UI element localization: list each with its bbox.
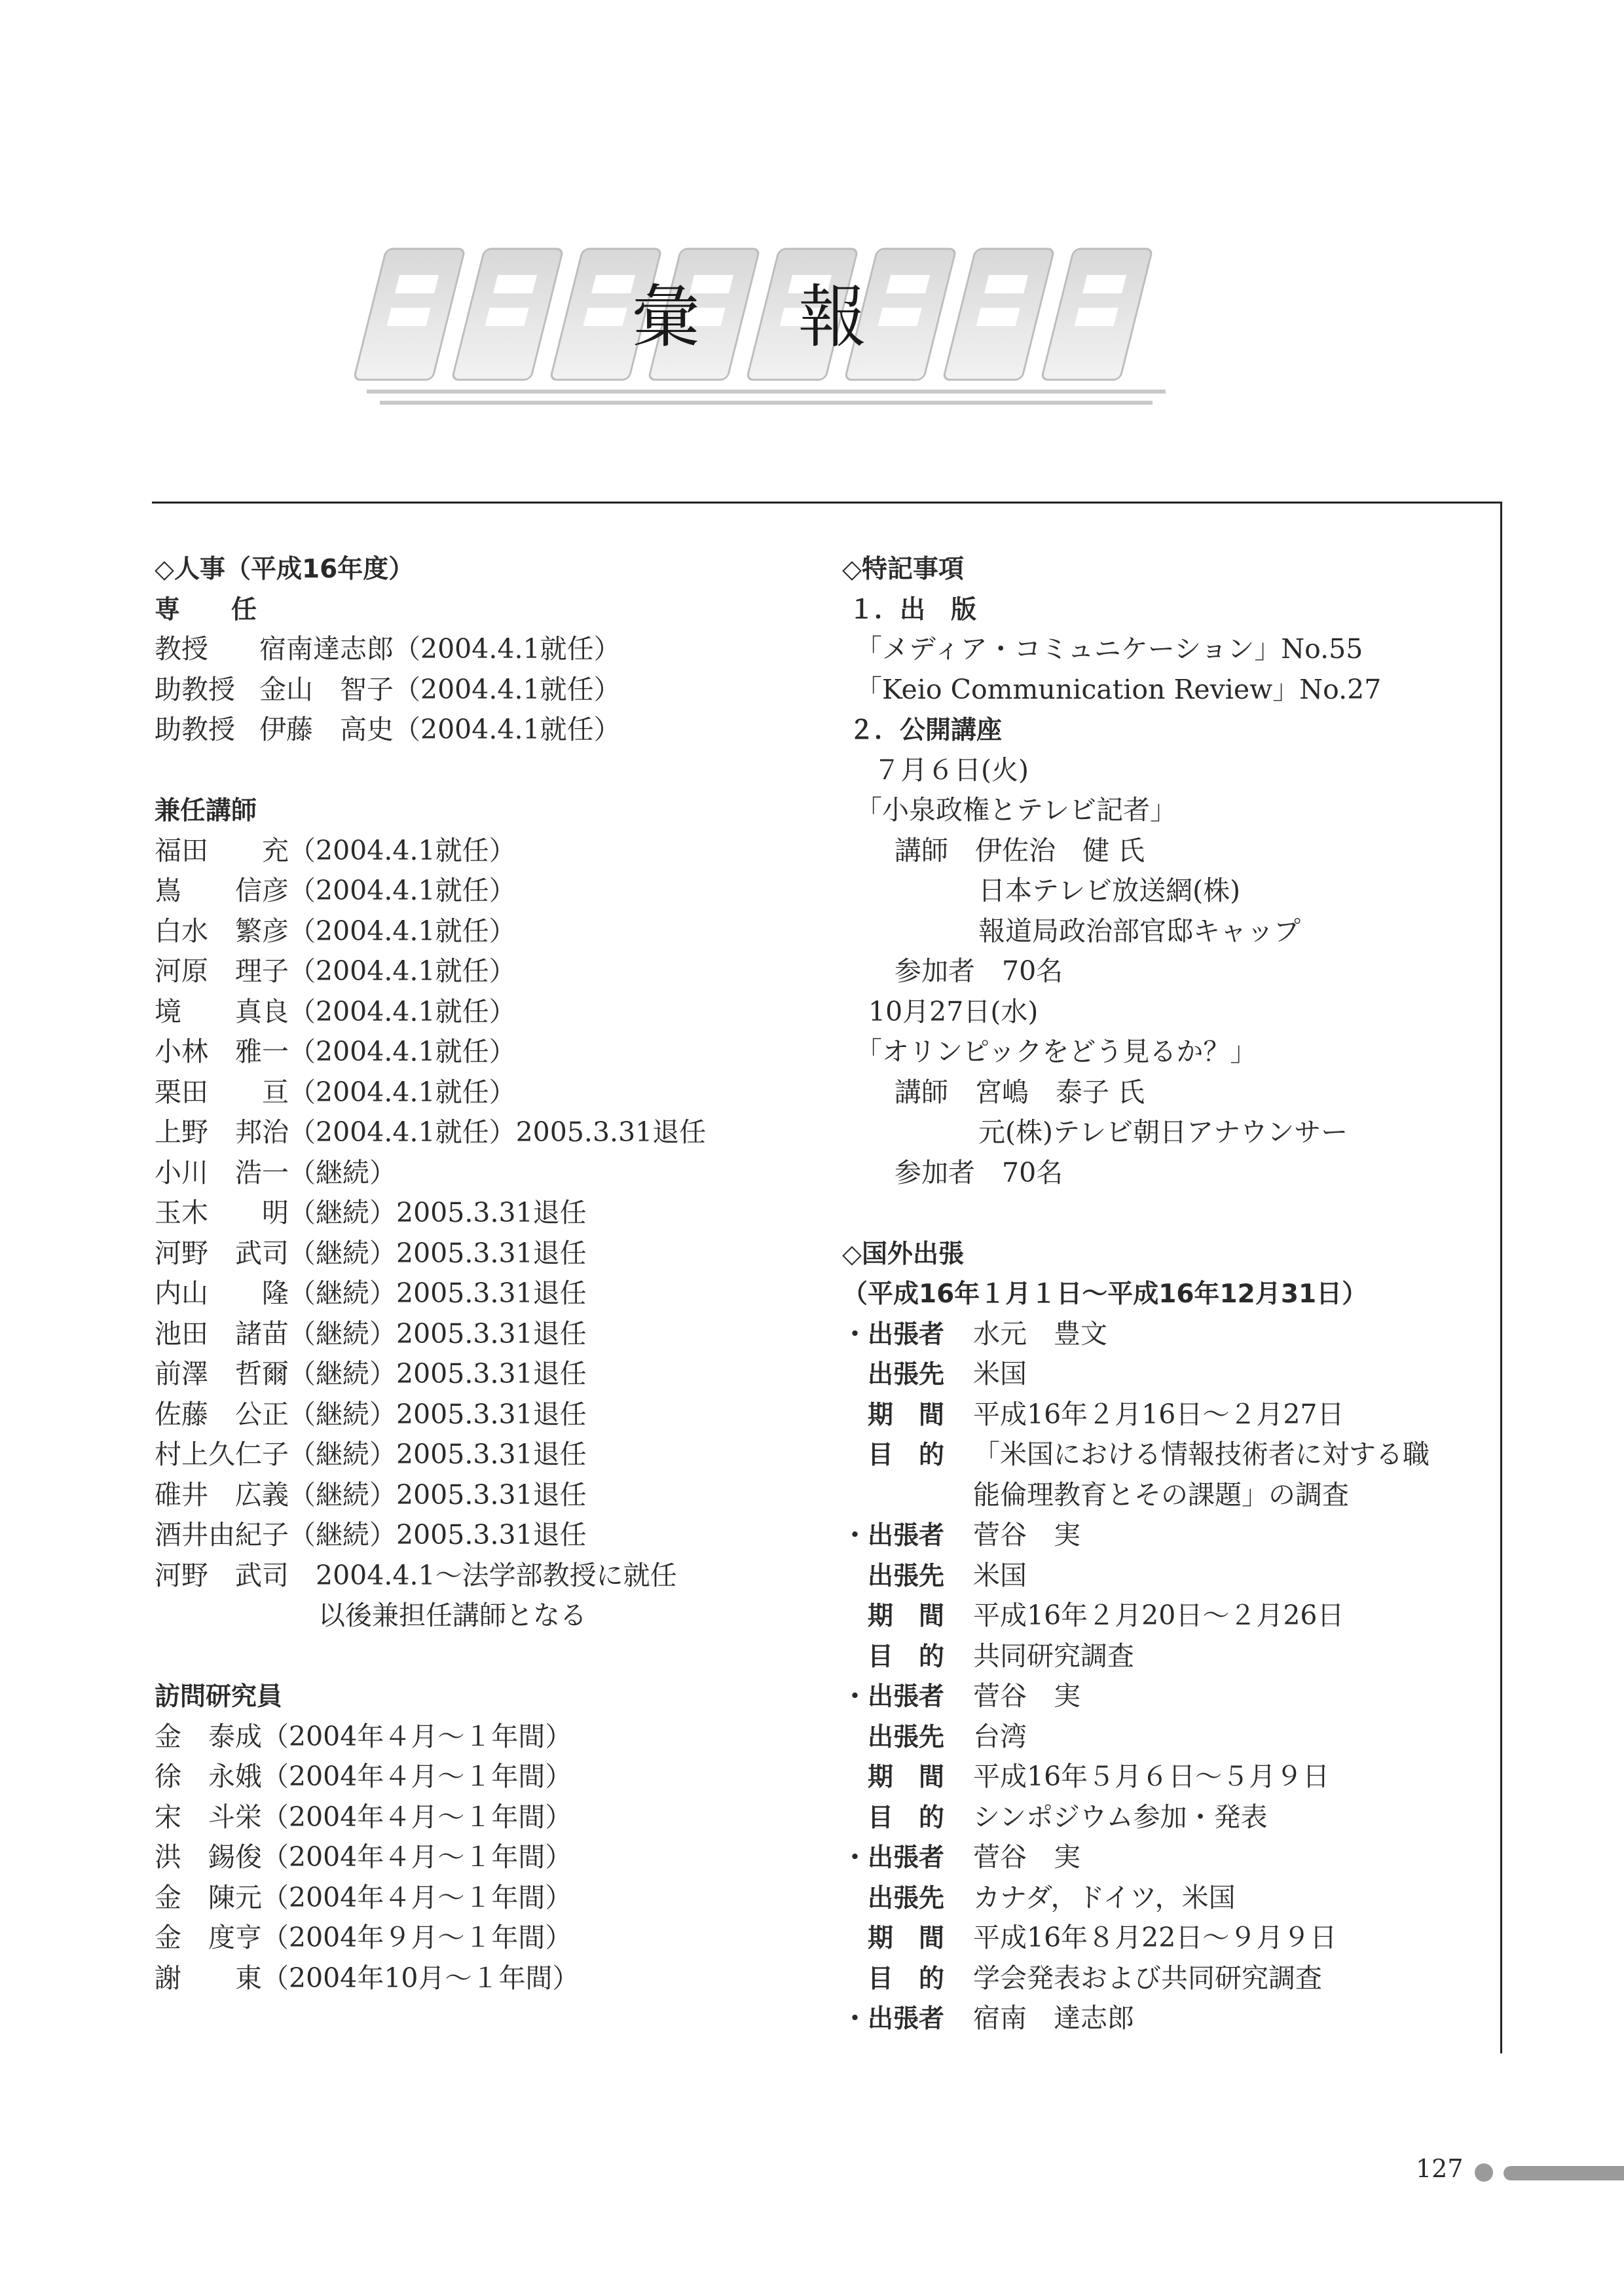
field-label: 期 間	[842, 1400, 945, 1430]
entry-text: 村上久仁子（継続）2005.3.31退任	[155, 1439, 587, 1470]
field-value: 平成16年５月６日〜５月９日	[973, 1761, 1330, 1792]
entry-text: 以後兼担任講師となる	[318, 1600, 587, 1631]
left-line	[155, 992, 809, 1033]
entry-text: 参加者 70名	[895, 955, 1063, 987]
entry-text: 金 度亨（2004年９月〜１年間）	[155, 1922, 572, 1953]
entry-text: 上野 邦治（2004.4.1就任）2005.3.31退任	[155, 1116, 707, 1148]
field-value: 平成16年２月16日〜２月27日	[973, 1398, 1344, 1430]
field-value: 米国	[973, 1358, 1027, 1389]
right-line	[842, 750, 1497, 791]
field-label: 目 的	[842, 1642, 945, 1672]
right-line	[842, 1878, 1497, 1919]
entry-text: 報道局政治部官邸キャップ	[978, 915, 1301, 947]
right-line	[842, 1556, 1497, 1596]
left-line	[155, 1314, 809, 1355]
right-line	[842, 1153, 1497, 1194]
field-label: 出張先	[842, 1883, 945, 1913]
field-label: 出張先	[842, 1360, 945, 1389]
entry-text: 元(株)テレビ朝日アナウンサー	[978, 1116, 1348, 1148]
left-line	[155, 1475, 809, 1516]
left-column	[155, 549, 809, 1998]
right-line	[842, 1636, 1497, 1677]
role-label: 教授	[155, 633, 208, 665]
field-value: シンポジウム参加・発表	[973, 1801, 1268, 1833]
entry-text: 日本テレビ放送網(株)	[978, 875, 1241, 906]
right-line	[842, 1515, 1497, 1556]
field-value: 「米国における情報技術者に対する職	[973, 1439, 1430, 1470]
entry-text: 玉木 明（継続）2005.3.31退任	[155, 1197, 587, 1228]
entry-text: ７月６日(火)	[874, 754, 1029, 786]
left-line	[155, 589, 809, 630]
right-line	[842, 549, 1497, 589]
entry-text: 「小泉政権とテレビ記者」	[855, 794, 1177, 826]
entry-text: 「メディア・コミュニケーション」No.55	[855, 633, 1363, 665]
field-value: 米国	[973, 1559, 1027, 1591]
field-value: 菅谷 実	[973, 1680, 1080, 1712]
right-line	[842, 1234, 1497, 1274]
left-line	[155, 1153, 809, 1194]
right-line	[842, 951, 1497, 992]
field-label: 出張先	[842, 1722, 945, 1752]
left-line	[155, 1878, 809, 1919]
right-line	[842, 589, 1497, 630]
field-value: 能倫理教育とその課題」の調査	[973, 1478, 1349, 1511]
entry-text: 謝 東（2004年10月〜１年間）	[155, 1962, 580, 1994]
field-label: ・出張者	[842, 1319, 945, 1349]
right-line	[842, 1073, 1497, 1113]
role-value: 伊藤 高史（2004.4.1就任）	[259, 714, 621, 745]
section-heading: １．出 版	[849, 595, 977, 625]
right-line	[842, 1354, 1497, 1395]
entry-text: 内山 隆（継続）2005.3.31退任	[155, 1277, 587, 1309]
footer-bar	[1504, 2166, 1624, 2180]
left-line	[155, 1354, 809, 1395]
field-value: 平成16年８月22日〜９月９日	[973, 1922, 1337, 1953]
field-label: 目 的	[842, 1803, 945, 1833]
field-value: 学会発表および共同研究調査	[973, 1962, 1322, 1994]
right-line	[842, 1717, 1497, 1757]
left-line	[155, 1797, 809, 1838]
entry-text: 小林 雅一（2004.4.1就任）	[155, 1036, 516, 1067]
section-heading: （平成16年１月１日〜平成16年12月31日）	[842, 1279, 1368, 1309]
entry-text: 参加者 70名	[895, 1156, 1063, 1188]
entry-text: 講師 伊佐治 健 氏	[895, 834, 1145, 866]
left-line	[155, 629, 809, 670]
right-column	[842, 549, 1497, 2039]
right-line	[842, 1032, 1497, 1073]
entry-text: 10月27日(水)	[868, 995, 1039, 1027]
role-value: 宿南達志郎（2004.4.1就任）	[259, 633, 621, 665]
entry-text: 池田 諸苗（継続）2005.3.31退任	[155, 1317, 587, 1349]
section-heading: 兼任講師	[155, 796, 257, 826]
field-value: 菅谷 実	[973, 1519, 1080, 1551]
left-line	[155, 831, 809, 872]
left-line	[155, 1837, 809, 1878]
right-line	[842, 1274, 1497, 1314]
field-value: 宿南 達志郎	[973, 2002, 1134, 2034]
entry-text: 白水 繁彦（2004.4.1就任）	[155, 915, 516, 947]
entry-text: 佐藤 公正（継続）2005.3.31退任	[155, 1398, 587, 1430]
field-value: 共同研究調査	[973, 1640, 1134, 1672]
right-line	[842, 1435, 1497, 1475]
right-line	[842, 1918, 1497, 1958]
entry-text: 河野 武司（継続）2005.3.31退任	[155, 1237, 587, 1269]
right-line	[842, 670, 1497, 710]
left-line	[155, 1395, 809, 1435]
right-line	[842, 629, 1497, 670]
right-line	[842, 1395, 1497, 1435]
right-line	[842, 831, 1497, 872]
entry-text: 小川 浩一（継続）	[155, 1156, 396, 1188]
entry-text: 河野 武司 2004.4.1〜法学部教授に就任	[155, 1559, 677, 1591]
left-line	[155, 549, 809, 589]
entry-text: 徐 永娥（2004年４月〜１年間）	[155, 1761, 572, 1792]
entry-text: 酒井由紀子（継続）2005.3.31退任	[155, 1519, 587, 1551]
page-number: 127	[1416, 2154, 1464, 2183]
field-label: ・出張者	[842, 1843, 945, 1873]
left-line	[155, 1274, 809, 1314]
right-line	[842, 1998, 1497, 2039]
entry-text: 洪 錫俊（2004年４月〜１年間）	[155, 1841, 572, 1873]
footer-dot	[1475, 2163, 1493, 2182]
field-value: 水元 豊文	[973, 1317, 1107, 1349]
field-label: 出張先	[842, 1561, 945, 1591]
right-line	[842, 1314, 1497, 1355]
left-line	[155, 1676, 809, 1717]
entry-text: 河原 理子（2004.4.1就任）	[155, 955, 516, 987]
entry-text: 碓井 広義（継続）2005.3.31退任	[155, 1478, 587, 1511]
field-label: 期 間	[842, 1924, 945, 1953]
entry-text: 嶌 信彦（2004.4.1就任）	[155, 875, 516, 906]
entry-text: 金 陳元（2004年４月〜１年間）	[155, 1881, 572, 1913]
right-line	[842, 1596, 1497, 1636]
right-line	[842, 1958, 1497, 1999]
role-value: 金山 智子（2004.4.1就任）	[259, 673, 621, 705]
right-line	[842, 1475, 1497, 1516]
left-line	[155, 670, 809, 710]
left-line	[155, 1918, 809, 1958]
right-line	[842, 1112, 1497, 1153]
left-line	[155, 1958, 809, 1999]
field-label: 目 的	[842, 1441, 945, 1470]
role-label: 助教授	[155, 673, 235, 705]
section-heading: ◇国外出張	[842, 1239, 964, 1269]
left-line	[155, 790, 809, 831]
field-label: 期 間	[842, 1763, 945, 1792]
left-line	[155, 1435, 809, 1475]
left-line	[155, 710, 809, 750]
right-line	[842, 1676, 1497, 1717]
left-line	[155, 1112, 809, 1153]
left-line	[155, 871, 809, 911]
left-line	[155, 1757, 809, 1797]
section-heading: ２．公開講座	[849, 716, 1003, 745]
left-line	[155, 911, 809, 952]
section-heading: 専 任	[155, 595, 257, 625]
entry-text: 宋 斗栄（2004年４月〜１年間）	[155, 1801, 572, 1833]
field-value: 平成16年２月20日〜２月26日	[973, 1600, 1344, 1631]
right-line	[842, 992, 1497, 1033]
field-label: ・出張者	[842, 1682, 945, 1712]
entry-text: 前澤 哲爾（継続）2005.3.31退任	[155, 1358, 587, 1389]
field-value: 台湾	[973, 1720, 1027, 1752]
right-rule	[1500, 502, 1502, 2053]
entry-text: 福田 充（2004.4.1就任）	[155, 834, 516, 866]
left-line	[155, 1556, 809, 1596]
entry-text: 「オリンピックをどう見るか？」	[855, 1036, 1257, 1067]
right-line	[842, 871, 1497, 911]
right-line	[842, 710, 1497, 750]
left-line	[155, 1073, 809, 1113]
page-title: 彙報	[632, 277, 965, 357]
entry-text: 講師 宮嶋 泰子 氏	[895, 1076, 1145, 1108]
left-line	[155, 951, 809, 992]
right-line	[842, 1837, 1497, 1878]
field-label: ・出張者	[842, 2004, 945, 2034]
entry-text: 「Keio Communication Review」No.27	[855, 673, 1382, 705]
section-heading: ◇人事（平成16年度）	[155, 555, 415, 584]
left-line	[155, 1515, 809, 1556]
entry-text: 金 泰成（2004年４月〜１年間）	[155, 1720, 572, 1752]
entry-text: 境 真良（2004.4.1就任）	[155, 995, 516, 1027]
field-label: 期 間	[842, 1602, 945, 1631]
field-value: 菅谷 実	[973, 1841, 1080, 1873]
right-line	[842, 790, 1497, 831]
left-line	[155, 1234, 809, 1274]
left-line	[155, 1032, 809, 1073]
field-label: 目 的	[842, 1964, 945, 1994]
right-line	[842, 1797, 1497, 1838]
section-heading: ◇特記事項	[842, 555, 964, 584]
field-label: ・出張者	[842, 1521, 945, 1551]
left-line	[155, 1193, 809, 1234]
top-rule	[152, 502, 1502, 504]
left-line	[155, 1596, 809, 1636]
entry-text: 栗田 亘（2004.4.1就任）	[155, 1076, 516, 1108]
field-value: カナダ，ドイツ，米国	[973, 1881, 1236, 1913]
right-line	[842, 911, 1497, 952]
right-line	[842, 1757, 1497, 1797]
role-label: 助教授	[155, 714, 235, 745]
left-line	[155, 1717, 809, 1757]
section-heading: 訪問研究員	[155, 1682, 283, 1712]
